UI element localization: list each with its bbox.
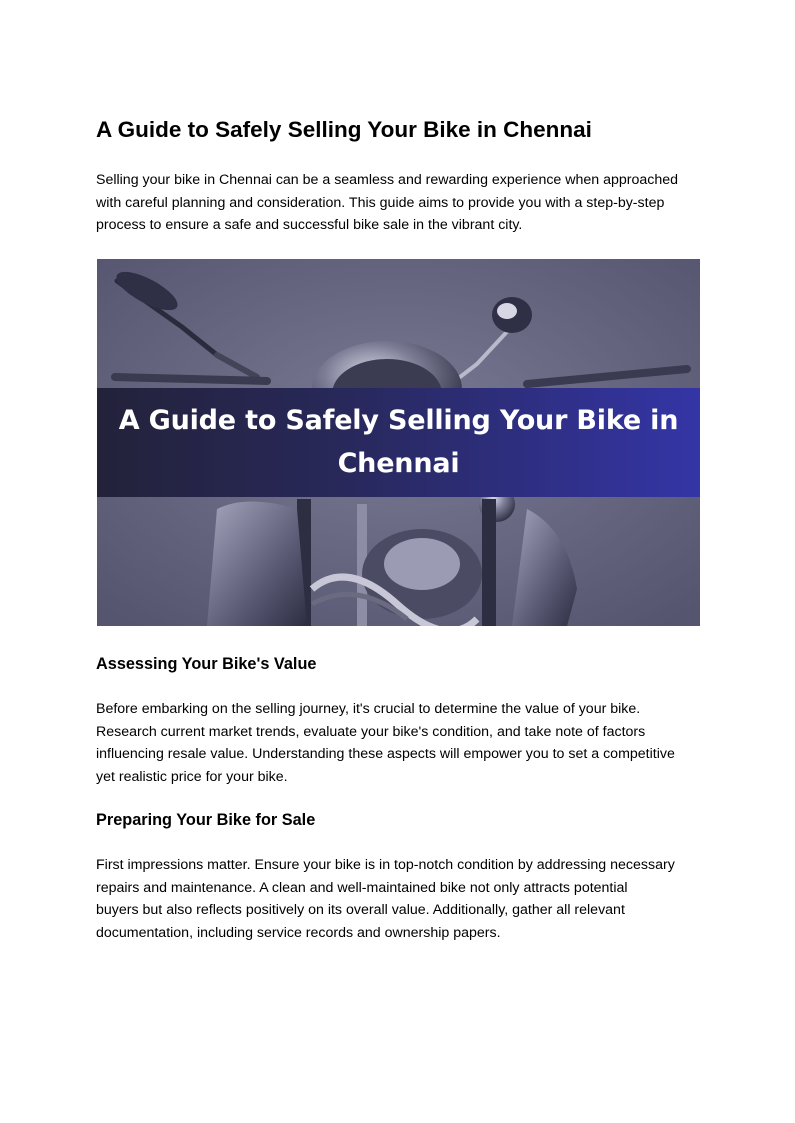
section-paragraph-preparing-bike	[96, 854, 706, 944]
intro-paragraph	[96, 169, 706, 237]
intro-line: Selling your bike in Chennai can be a seamless and rewarding experience when approached	[96, 172, 679, 188]
hero-title-line: A Guide to Safely Selling Your Bike in	[118, 405, 679, 436]
intro-line: with careful planning and consideration. This guide aims to provide you with a step-by-step	[96, 194, 665, 211]
page-title: A Guide to Safely Selling Your Bike in Chennai	[96, 117, 592, 142]
paragraph-line: influencing resale value. Understanding these aspects will empower you to set a competitive	[96, 746, 675, 762]
section-heading-preparing-bike: Preparing Your Bike for Sale	[96, 811, 316, 829]
paragraph-line: Before embarking on the selling journey, it's crucial to determine the value of your bike.	[96, 701, 641, 717]
paragraph-line: First impressions matter. Ensure your bike is in top-notch condition by addressing necessary	[96, 857, 675, 873]
hero-title-text	[97, 399, 700, 485]
section-paragraph-assessing-value	[96, 698, 706, 788]
intro-line: process to ensure a safe and successful bike sale in the vibrant city.	[96, 217, 523, 233]
paragraph-line: buyers but also reflects positively on its overall value. Additionally, gather all relevant	[96, 902, 625, 918]
paragraph-line: Research current market trends, evaluate your bike's condition, and take note of factors	[96, 723, 646, 740]
hero-title-line: Chennai	[337, 448, 460, 479]
paragraph-line: yet realistic price for your bike.	[96, 768, 288, 785]
section-heading-assessing-value: Assessing Your Bike's Value	[96, 655, 317, 673]
hero-image	[97, 259, 700, 626]
paragraph-line: repairs and maintenance. A clean and well-maintained bike not only attracts potential	[96, 879, 628, 896]
paragraph-line: documentation, including service records and ownership papers.	[96, 924, 501, 941]
